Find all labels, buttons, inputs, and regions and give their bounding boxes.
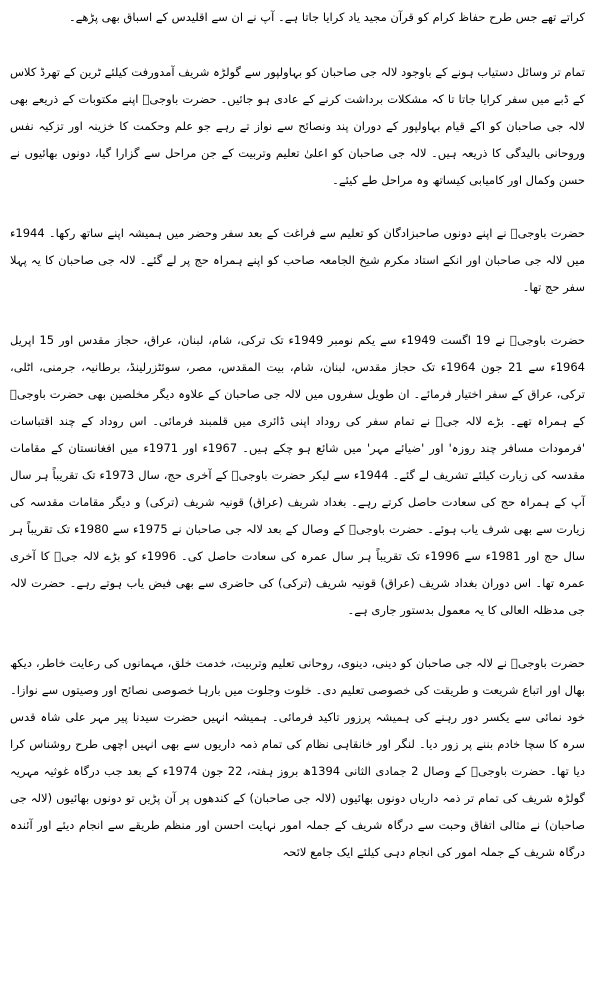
paragraph-education-and-succession: حضرت باوجیؒ نے لالہ جی صاحبان کو دینی، دینوی، روحانی تعلیم وتربیت، خدمت خلق، مہمانوں کی رعایت خاطر، دیکھ بھال اور اتباع شریعت و طریقت کی خصوصی تعلیم دی۔ خلوت وجلوت میں بارہا خصوصی نصائح اور وصیتوں سے نوازا۔ خود نمائی سے یکسر دور رہنے کی ہمیشہ پرزور تاکید فرمائی۔ ہمیشہ انہیں حضرت سیدنا پیر مہر علی شاہ قدس سرہ کا سچا خادم بننے پر زور دیا۔ لنگر اور خانقاہی نظام کی تمام ذمہ داریوں سے بھی انہیں اچھی طرح روشناس کرا دیا تھا۔ حضرت باوجیؒ کے وصال 2 جمادی الثانی 1394ھ بروز ہفتہ، 22 جون 1974ء کے بعد جب درگاہ غوثیہ مہریہ گولڑہ شریف کی تمام تر ذمہ داریاں دونوں بھائیوں (لالہ جی صاحبان) کے کندھوں پر آن پڑیں تو دونوں بھائیوں (لالہ جی صاحبان) نے مثالی اتفاق وحبت سے درگاہ شریف کے جملہ امور نہایت احسن اور منظم طریقے سے انجام دیئے اور آئندہ درگاہ شریف کے جملہ امور کی انجام دہی کیلئے ایک جامع لائحہ bbox=[10, 656, 586, 859]
paragraph-first-hajj: حضرت باوجیؒ نے اپنے دونوں صاحبزادگان کو تعلیم سے فراغت کے بعد سفر وحضر میں ہمیشہ اپنے ساتھ رکھا۔ 1944ء میں لالہ جی صاحبان اور انکے استاد مکرم شیخ الجامعہ صاحب کو اپنے ہمراہ حج پر لے گئے۔ لالہ جی صاحبان کا یہ پہلا سفر حج تھا۔ bbox=[10, 226, 585, 294]
paragraph-bahawalpur-training: تمام تر وسائل دستیاب ہونے کے باوجود لالہ جی صاحبان کو بہاولپور سے گولڑہ شریف آمدورفت کیلئے ٹرین کے تھرڈ کلاس کے ڈبے میں سفر کرایا جاتا تا کہ مشکلات برداشت کرنے کے عادی ہو جائیں۔ حضرت باوجیؒ اپنے مکتوبات کے ذریعے بھی لالہ جی صاحبان کو اکے قیام بہاولپور کے دوران پند ونصائح سے نواز تے رہے جو علم وحکمت کا خزینہ اور تزکیہ نفس وروحانی بالیدگی کا ذریعہ ہیں۔ لالہ جی صاحبان کو اعلیٰ تعلیم وتربیت کے جن مراحل سے گزارا گیا، دونوں بھائیوں نے حسن وکمال اور کامیابی کیساتھ وہ مراحل طے کیئے۔ bbox=[10, 65, 585, 187]
paragraph-euclid-lessons: کراتے تھے جس طرح حفاظ کرام کو قرآن مجید یاد کرایا جاتا ہے۔ آپ نے ان سے اقلیدس کے اسباق بھی پڑھے۔ bbox=[68, 10, 585, 24]
paragraph-travels: حضرت باوجیؒ نے 19 اگست 1949ء سے یکم نومبر 1949ء تک ترکی، شام، لبنان، عراق، حجاز مقدس اور 15 اپریل 1964ء سے 21 جون 1964ء تک حجاز مقدس، لبنان، شام، بیت المقدس، مصر، سوئٹزرلینڈ، برطانیہ، جرمنی، اٹلی، ترکی، عراق کے سفر اختیار فرمائے۔ ان طویل سفروں میں لالہ جی صاحبان کے علاوہ دیگر مخلصین بھی حضرت باوجیؒ کے ہمراہ تھے۔ بڑے لالہ جیؒ نے تمام سفر کی روداد اپنی ڈائری میں قلمبند فرمائی۔ اس روداد کے چند اقتباسات 'فرمودات مسافر چند روزہ' اور 'ضیائے مہر' میں شائع ہو چکے ہیں۔ 1967ء اور 1971ء میں افغانستان کے مقامات مقدسہ کی زیارت کیلئے تشریف لے گئے۔ 1944ء سے لیکر حضرت باوجیؒ کے آخری حج، سال 1973ء تک تقریباً ہر سال آپ کے ہمراہ حج کی سعادت حاصل کرتے رہے۔ بغداد شریف (عراق) قونیہ شریف (ترکی) و دیگر مقامات مقدسہ کی زیارت سے بھی شرف یاب ہوئے۔ حضرت باوجیؒ کے وصال کے بعد لالہ جی صاحبان نے 1975ء سے 1980ء تک تقریباً ہر سال حج اور 1981ء سے 1996ء تک تقریباً ہر سال عمرہ کی سعادت حاصل کی۔ 1996ء کو بڑے لالہ جیؒ کا آخری عمرہ تھا۔ اس دوران بغداد شریف (عراق) قونیہ شریف (ترکی) کی حاضری سے بھی فیض یاب ہوتے رہے۔ حضرت لالہ جی مدظلہ العالی کا یہ معمول بدستور جاری ہے۔ bbox=[10, 333, 586, 617]
